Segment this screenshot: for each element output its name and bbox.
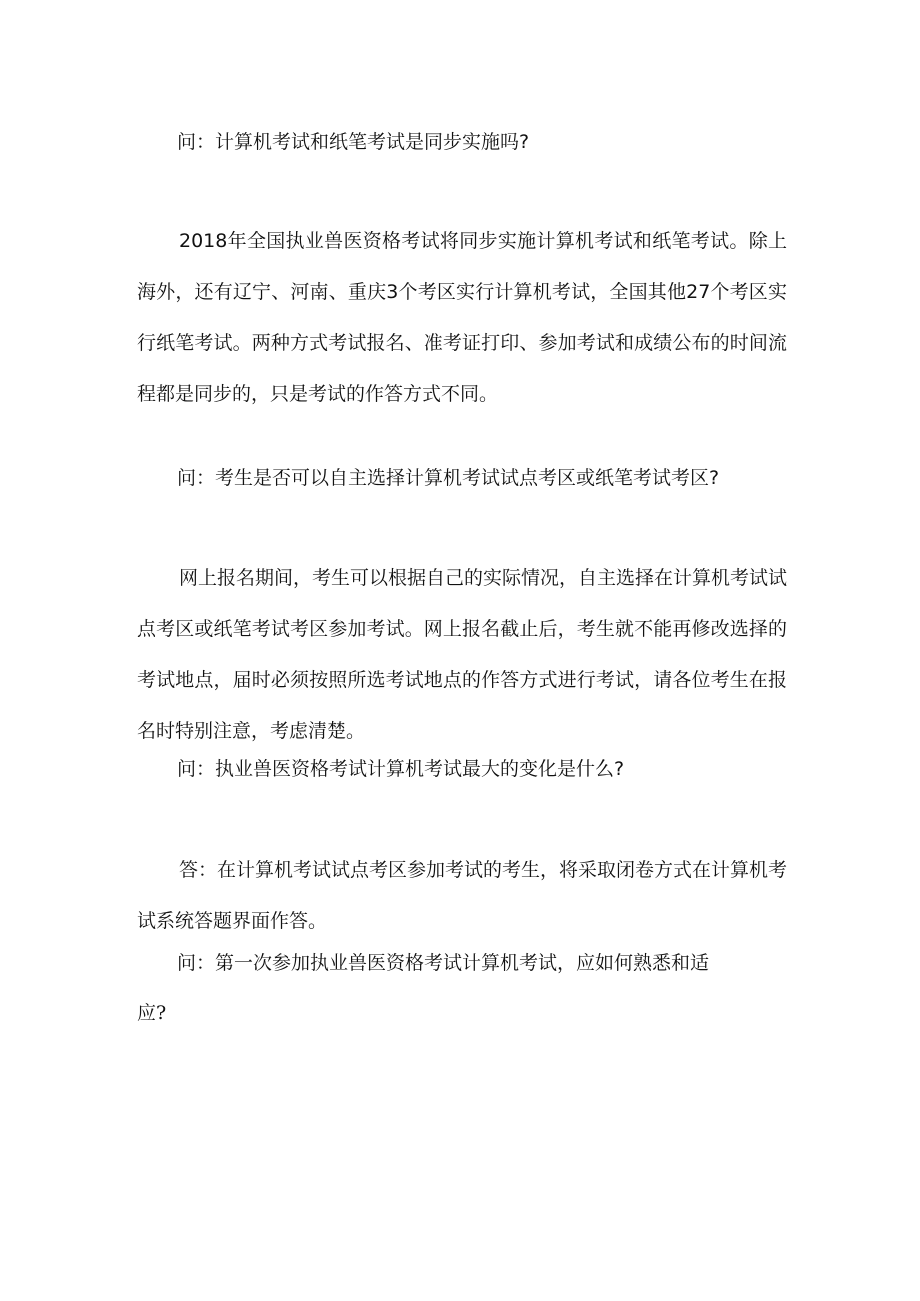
question-4-continued: 应? — [137, 1002, 167, 1024]
answer-2: 网上报名期间，考生可以根据自己的实际情况，自主选择在计算机考试试点考区或纸笔考试考区参加考试。网上报名截止后，考生就不能再修改选择的考试地点，届时必须按照所选考试地点的作答方式进行考试，请各位考生在报名时特别注意，考虑清楚。 — [137, 567, 788, 742]
answer-3: 答：在计算机考试试点考区参加考试的考生，将采取闭卷方式在计算机考试系统答题界面作答。 — [137, 859, 788, 932]
question-4: 问：第一次参加执业兽医资格考试计算机考试，应如何熟悉和适 — [177, 952, 710, 974]
question-3: 问：执业兽医资格考试计算机考试最大的变化是什么? — [177, 758, 625, 780]
answer-1: 2018年全国执业兽医资格考试将同步实施计算机考试和纸笔考试。除上海外，还有辽宁、河南、重庆3个考区实行计算机考试，全国其他27个考区实行纸笔考试。两种方式考试报名、准考证打印、参加考试和成绩公布的时间流程都是同步的，只是考试的作答方式不同。 — [137, 230, 787, 405]
question-1: 问：计算机考试和纸笔考试是同步实施吗? — [177, 131, 530, 153]
question-2: 问：考生是否可以自主选择计算机考试试点考区或纸笔考试考区? — [177, 467, 720, 489]
